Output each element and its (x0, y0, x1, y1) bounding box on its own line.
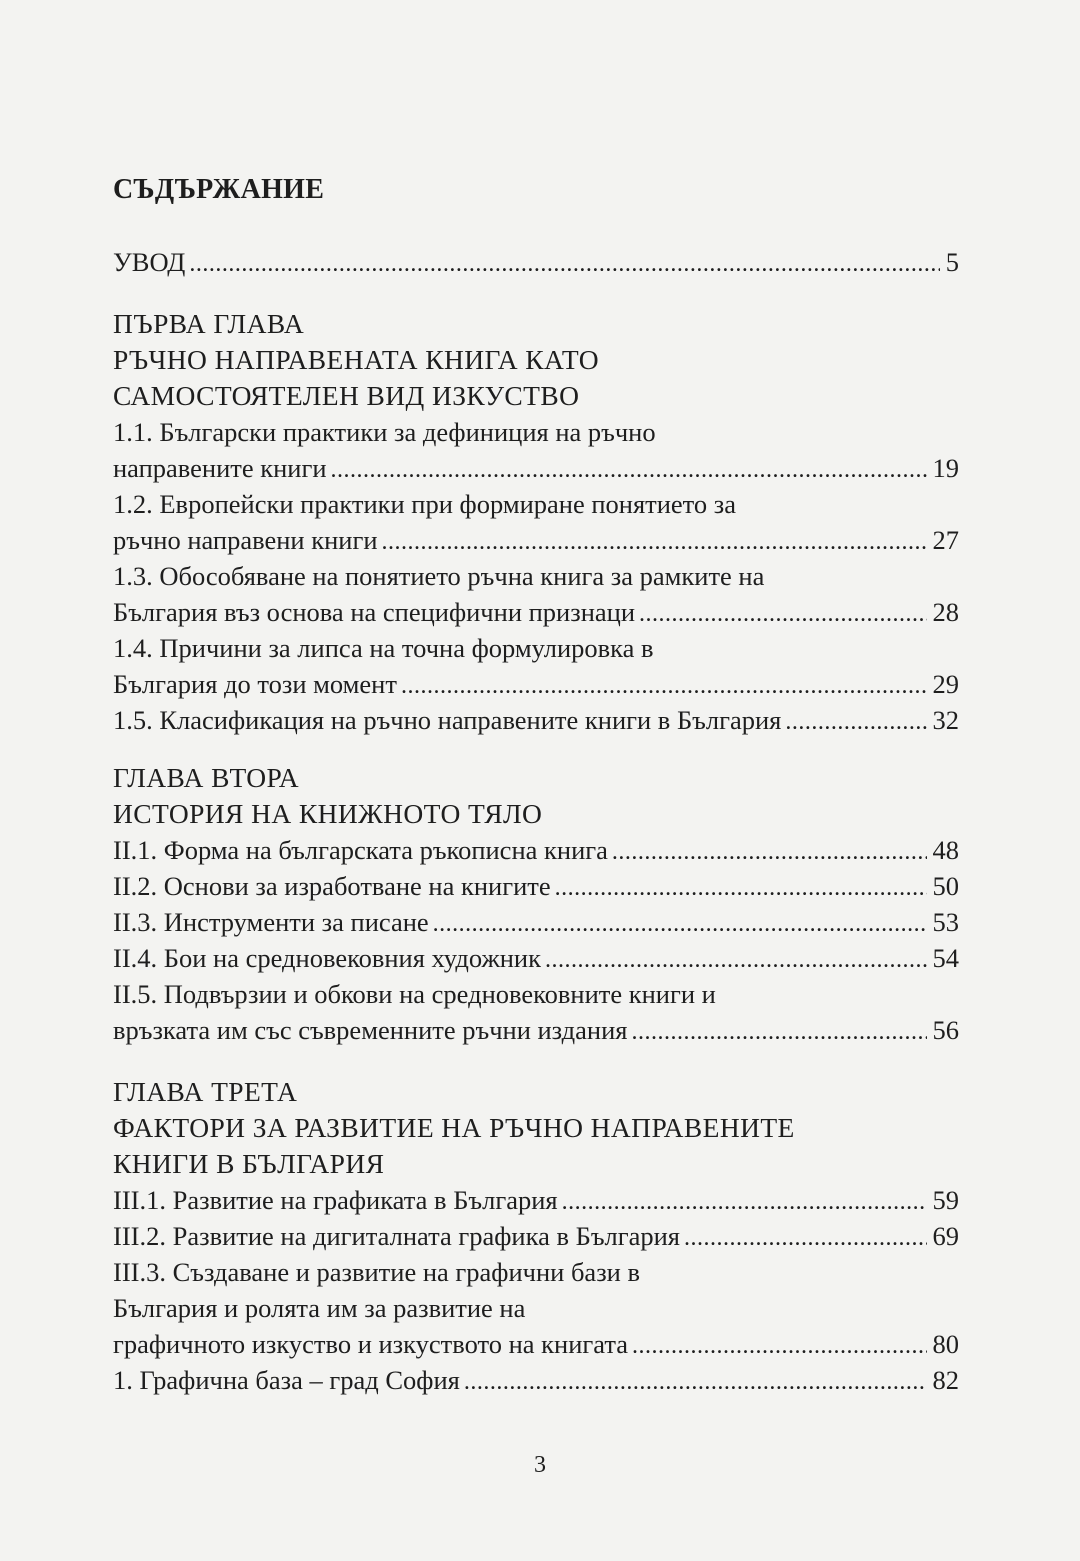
toc-entry[interactable] (113, 594, 959, 630)
toc-entry[interactable] (113, 1218, 959, 1254)
dot-leader (785, 704, 926, 740)
entry-page: 48 (932, 835, 959, 865)
entry-title: 1.5. Класификация на ръчно направените книги в България (113, 705, 782, 735)
entry-title: България въз основа на специфични признаци (113, 597, 636, 627)
entry-page: 5 (945, 247, 959, 277)
entry-line: 1.2. Европейски практики при формиране понятието за (113, 489, 737, 519)
dot-leader (331, 452, 927, 488)
entry-page: 54 (932, 943, 959, 973)
chapter-title: РЪЧНО НАПРАВЕНАТА КНИГА КАТО (113, 344, 599, 375)
dot-leader (562, 1184, 927, 1220)
toc-entry[interactable] (113, 1182, 959, 1218)
entry-title: направените книги (113, 453, 327, 483)
chapter-title: САМОСТОЯТЕЛЕН ВИД ИЗКУСТВО (113, 380, 580, 411)
chapter-heading: ПЪРВА ГЛАВА (113, 308, 305, 339)
entry-line: III.3. Създаване и развитие на графични бази в (113, 1257, 640, 1287)
toc-entry[interactable] (113, 1362, 959, 1398)
bleed-through (560, 140, 980, 167)
chapter-title: ФАКТОРИ ЗА РАЗВИТИЕ НА РЪЧНО НАПРАВЕНИТЕ (113, 1112, 795, 1143)
entry-page: 19 (932, 453, 959, 483)
page-number: 3 (534, 1452, 546, 1478)
toc-entry[interactable] (113, 904, 959, 940)
entry-page: 56 (932, 1015, 959, 1045)
chapter-heading: ГЛАВА ТРЕТА (113, 1076, 298, 1107)
dot-leader (555, 870, 927, 906)
entry-title: III.1. Развитие на графиката в България (113, 1185, 558, 1215)
dot-leader (631, 1014, 926, 1050)
entry-title: II.3. Инструменти за писане (113, 907, 429, 937)
entry-page: 29 (932, 669, 959, 699)
entry-title: II.4. Бои на средновековния художник (113, 943, 541, 973)
entry-page: 82 (932, 1365, 959, 1395)
toc-entry[interactable] (113, 1326, 959, 1362)
entry-page: 50 (932, 871, 959, 901)
entry-page: 27 (932, 525, 959, 555)
table-of-contents (113, 170, 959, 1398)
dot-leader (545, 942, 927, 978)
toc-entry[interactable] (113, 940, 959, 976)
dot-leader (632, 1328, 926, 1364)
entry-line: 1.3. Обособяване на понятието ръчна книга за рамките на (113, 561, 765, 591)
toc-entry[interactable] (113, 1012, 959, 1048)
entry-title: 1. Графична база – град София (113, 1365, 460, 1395)
dot-leader (382, 524, 927, 560)
entry-line: България и ролята им за развитие на (113, 1293, 526, 1323)
dot-leader (433, 906, 927, 942)
entry-title: УВОД (113, 247, 186, 277)
toc-entry[interactable] (113, 522, 959, 558)
dot-leader (464, 1364, 927, 1400)
toc-entry[interactable] (113, 832, 959, 868)
entry-page: 69 (932, 1221, 959, 1251)
toc-title: СЪДЪРЖАНИЕ (113, 174, 325, 205)
toc-entry-intro[interactable] (113, 244, 959, 280)
entry-line: 1.1. Български практики за дефиниция на ръчно (113, 417, 656, 447)
entry-title: България до този момент (113, 669, 397, 699)
entry-page: 32 (932, 705, 959, 735)
dot-leader (189, 246, 939, 282)
entry-title: III.2. Развитие на дигиталната графика в България (113, 1221, 680, 1251)
entry-page: 53 (932, 907, 959, 937)
entry-title: ръчно направени книги (113, 525, 378, 555)
chapter-title: КНИГИ В БЪЛГАРИЯ (113, 1148, 385, 1179)
entry-title: II.2. Основи за изработване на книгите (113, 871, 551, 901)
entry-page: 59 (932, 1185, 959, 1215)
dot-leader (401, 668, 927, 704)
toc-entry[interactable] (113, 450, 959, 486)
entry-page: 28 (932, 597, 959, 627)
dot-leader (639, 596, 926, 632)
entry-line: II.5. Подвързии и обкови на средновековните книги и (113, 979, 716, 1009)
entry-title: II.1. Форма на българската ръкописна книга (113, 835, 608, 865)
toc-entry[interactable] (113, 868, 959, 904)
entry-page: 80 (932, 1329, 959, 1359)
entry-line: 1.4. Причини за липса на точна формулировка в (113, 633, 654, 663)
entry-title: връзката им със съвременните ръчни издания (113, 1015, 628, 1045)
toc-entry[interactable] (113, 702, 959, 738)
chapter-title: ИСТОРИЯ НА КНИЖНОТО ТЯЛО (113, 798, 543, 829)
toc-entry[interactable] (113, 666, 959, 702)
entry-title: графичното изкуство и изкуството на книгата (113, 1329, 629, 1359)
dot-leader (612, 834, 927, 870)
chapter-heading: ГЛАВА ВТОРА (113, 762, 299, 793)
dot-leader (684, 1220, 927, 1256)
